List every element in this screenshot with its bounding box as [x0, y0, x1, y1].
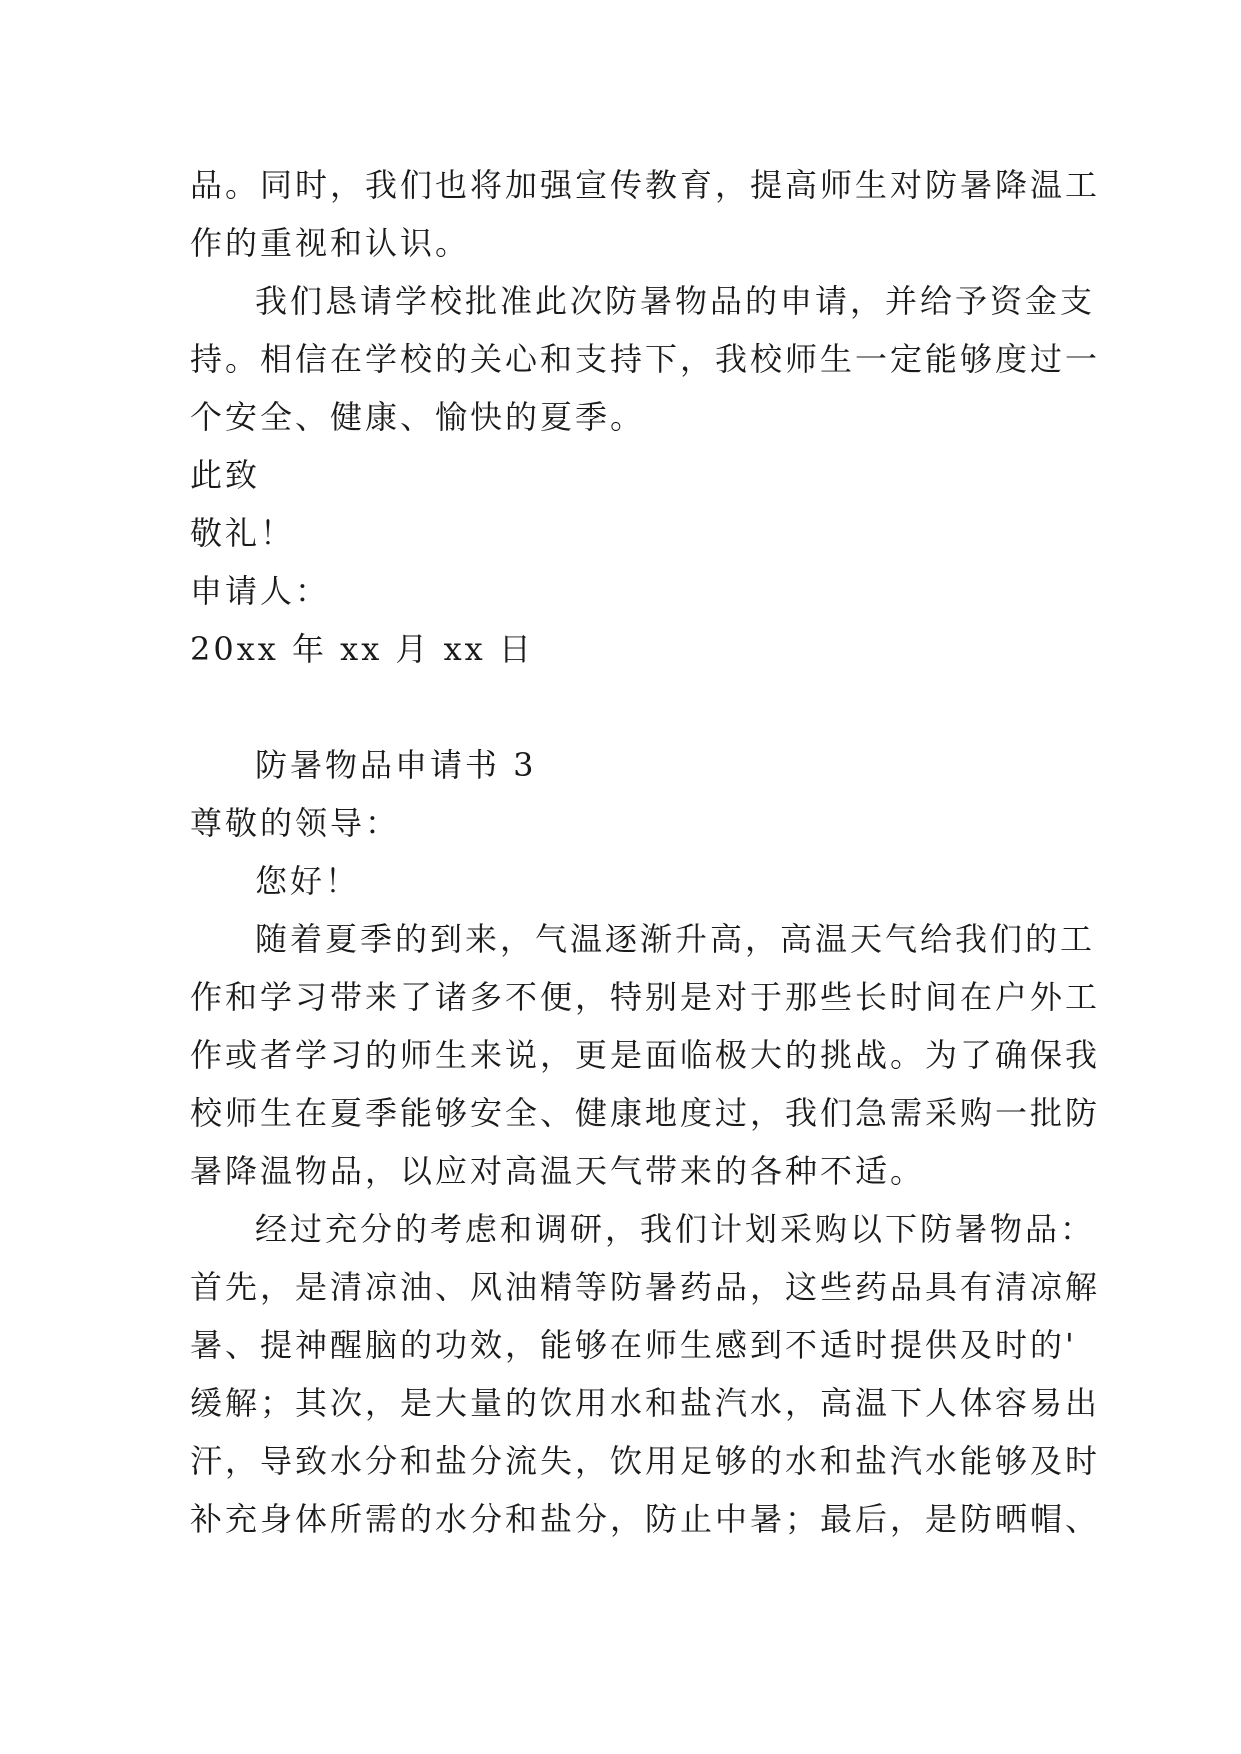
- closing-regards: 敬礼！: [190, 514, 296, 552]
- text-line: 汗，导致水分和盐分流失，饮用足够的水和盐汽水能够及时: [190, 1442, 1101, 1480]
- paragraph-first-line: 经过充分的考虑和调研，我们计划采购以下防暑物品：: [255, 1210, 1096, 1248]
- text-line: 首先，是清凉油、风油精等防暑药品，这些药品具有清凉解: [190, 1268, 1101, 1306]
- text-line: 品。同时，我们也将加强宣传教育，提高师生对防暑降温工: [190, 166, 1101, 204]
- text-line: 校师生在夏季能够安全、健康地度过，我们急需采购一批防: [190, 1094, 1101, 1132]
- text-line: 作的重视和认识。: [190, 224, 471, 262]
- section-title: 防暑物品申请书 3: [255, 746, 537, 784]
- text-line: 作或者学习的师生来说，更是面临极大的挑战。为了确保我: [190, 1036, 1101, 1074]
- applicant-label: 申请人：: [190, 572, 331, 610]
- text-line: 补充身体所需的水分和盐分，防止中暑；最后，是防晒帽、: [190, 1500, 1101, 1538]
- text-line: 个安全、健康、愉快的夏季。: [190, 398, 646, 436]
- text-line: 持。相信在学校的关心和支持下，我校师生一定能够度过一: [190, 340, 1101, 378]
- greeting-addressee: 尊敬的领导：: [190, 804, 401, 842]
- paragraph-first-line: 随着夏季的到来，气温逐渐升高，高温天气给我们的工: [255, 920, 1096, 958]
- text-line: 缓解；其次，是大量的饮用水和盐汽水，高温下人体容易出: [190, 1384, 1101, 1422]
- text-line: 作和学习带来了诸多不便，特别是对于那些长时间在户外工: [190, 978, 1101, 1016]
- date-line: 20xx 年 xx 月 xx 日: [190, 630, 534, 668]
- text-line: 暑降温物品，以应对高温天气带来的各种不适。: [190, 1152, 926, 1190]
- greeting: 您好！: [255, 862, 361, 900]
- closing-salutation: 此致: [190, 456, 261, 494]
- paragraph-first-line: 我们恳请学校批准此次防暑物品的申请，并给予资金支: [255, 282, 1096, 320]
- text-line: 暑、提神醒脑的功效，能够在师生感到不适时提供及时的': [190, 1326, 1077, 1364]
